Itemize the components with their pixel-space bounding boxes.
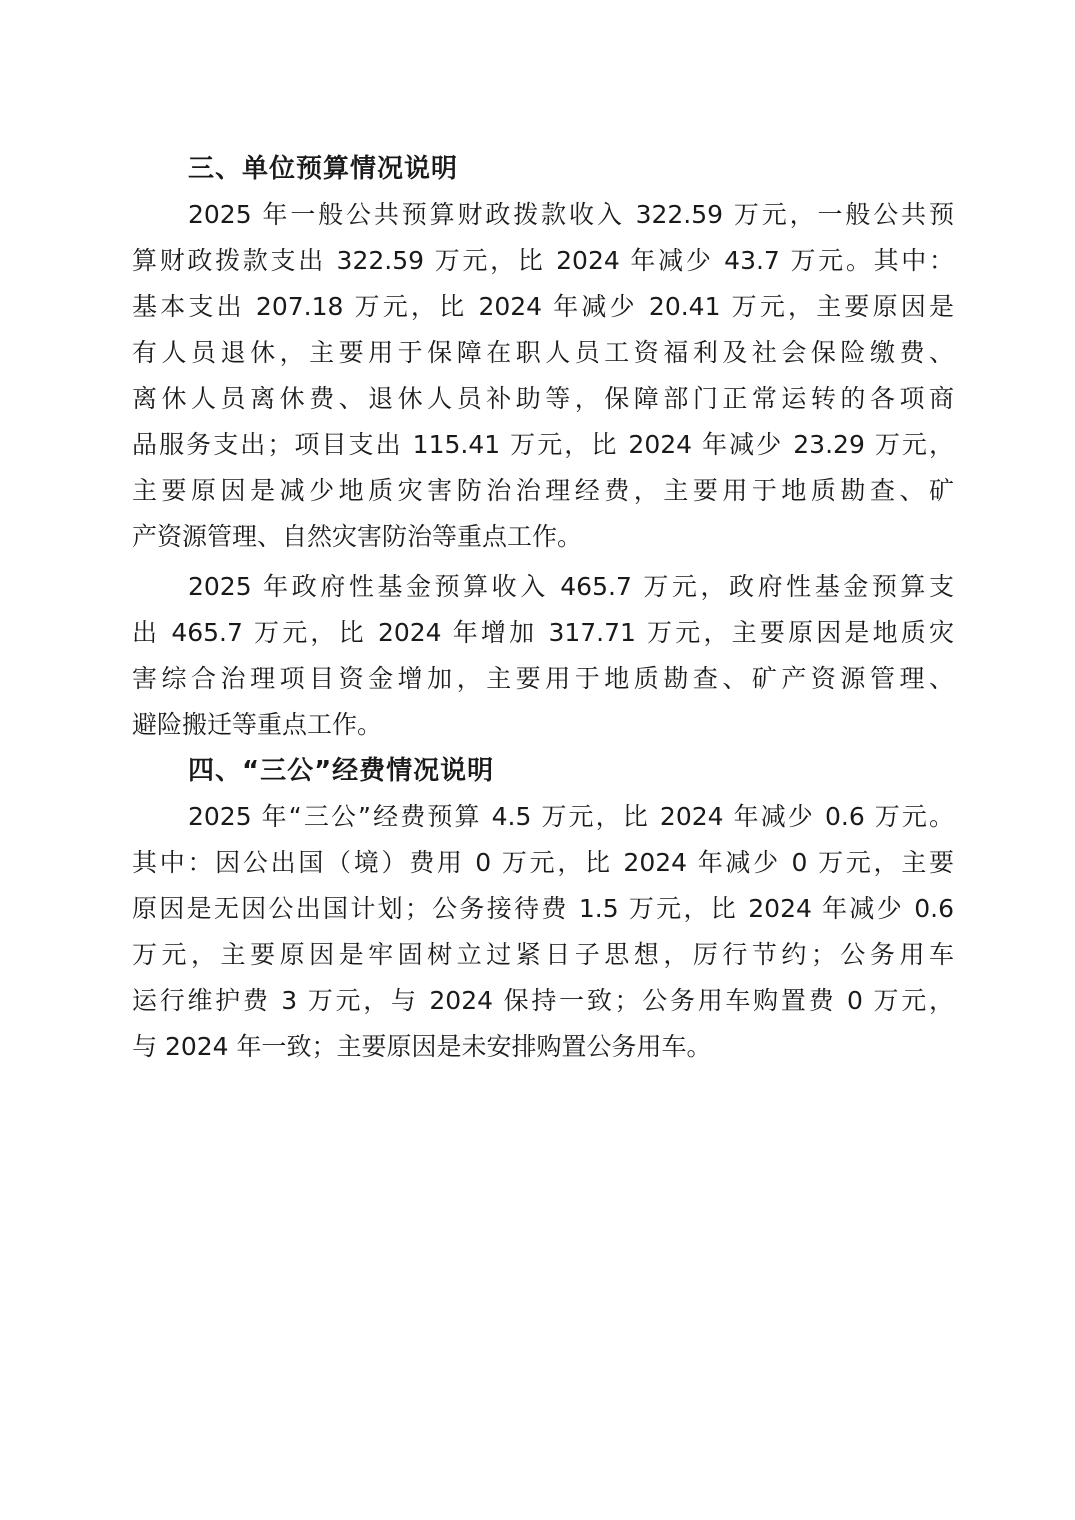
- section-heading-budget: 三、单位预算情况说明: [188, 154, 459, 184]
- paragraph-line: 2025 年政府性基金预算收入 465.7 万元，政府性基金预算支: [188, 572, 954, 601]
- paragraph-line: 2025 年一般公共预算财政拨款收入 322.59 万元，一般公共预: [188, 200, 954, 229]
- section-heading-three-public: 四、“三公”经费情况说明: [188, 756, 495, 786]
- paragraph-line: 离休人员离休费、退休人员补助等，保障部门正常运转的各项商: [132, 384, 954, 413]
- paragraph-line: 产资源管理、自然灾害防治等重点工作。: [132, 522, 583, 551]
- paragraph-three-public-expenses: [132, 794, 954, 1070]
- paragraph-line: 有人员退休，主要用于保障在职人员工资福利及社会保险缴费、: [132, 338, 954, 367]
- paragraph-line: 害综合治理项目资金增加，主要用于地质勘查、矿产资源管理、: [132, 664, 954, 693]
- paragraph-line: 品服务支出；项目支出 115.41 万元，比 2024 年减少 23.29 万元，: [132, 430, 954, 459]
- paragraph-fund-budget: [132, 564, 954, 748]
- paragraph-line: 2025 年“三公”经费预算 4.5 万元，比 2024 年减少 0.6 万元。: [188, 802, 954, 831]
- paragraph-line: 与 2024 年一致；主要原因是未安排购置公务用车。: [132, 1032, 712, 1061]
- paragraph-general-budget: [132, 192, 954, 560]
- paragraph-line: 其中：因公出国（境）费用 0 万元，比 2024 年减少 0 万元，主要: [132, 848, 954, 877]
- paragraph-line: 基本支出 207.18 万元，比 2024 年减少 20.41 万元，主要原因是: [132, 292, 954, 321]
- document-body: [132, 146, 954, 1070]
- paragraph-line: 出 465.7 万元，比 2024 年增加 317.71 万元，主要原因是地质灾: [132, 618, 954, 647]
- paragraph-line: 万元，主要原因是牢固树立过紧日子思想，厉行节约；公务用车: [132, 940, 954, 969]
- paragraph-line: 避险搬迁等重点工作。: [132, 710, 383, 739]
- paragraph-line: 主要原因是减少地质灾害防治治理经费，主要用于地质勘查、矿: [132, 476, 954, 505]
- paragraph-line: 算财政拨款支出 322.59 万元，比 2024 年减少 43.7 万元。其中：: [132, 246, 954, 275]
- paragraph-line: 运行维护费 3 万元，与 2024 保持一致；公务用车购置费 0 万元，: [132, 986, 954, 1015]
- paragraph-line: 原因是无因公出国计划；公务接待费 1.5 万元，比 2024 年减少 0.6: [132, 894, 954, 923]
